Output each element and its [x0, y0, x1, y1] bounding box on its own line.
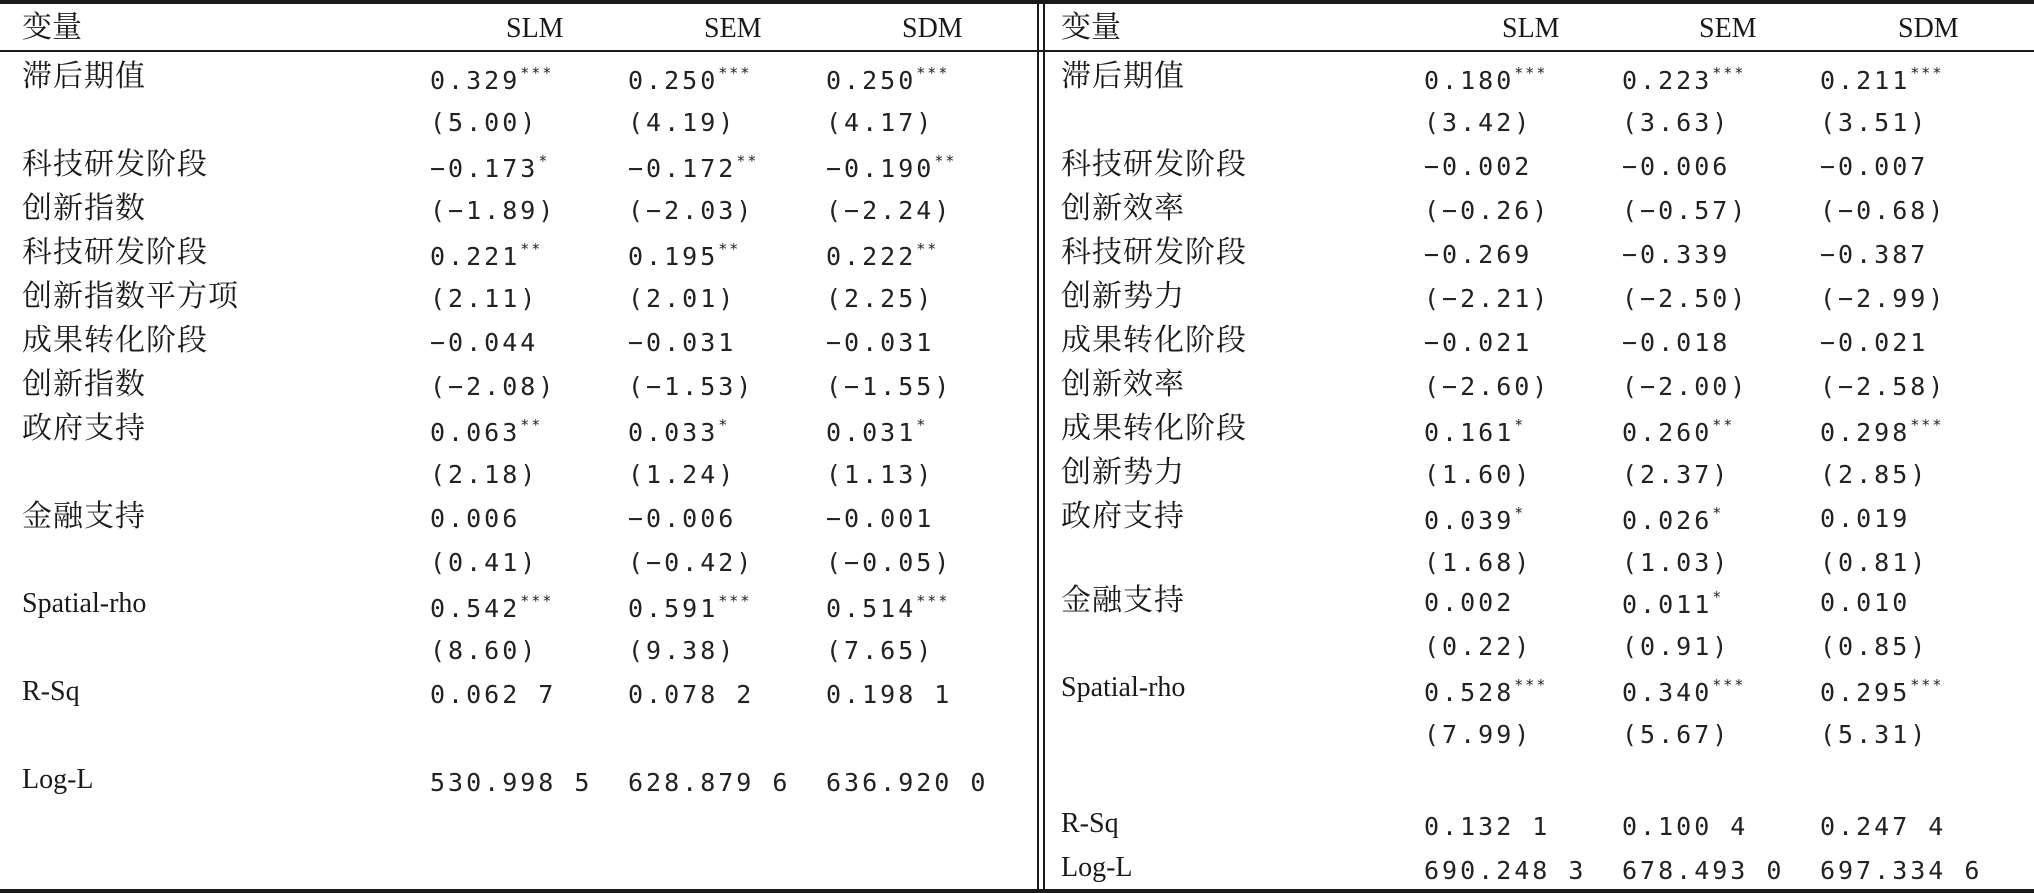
coefficient-value: −0.018 [1622, 328, 1731, 357]
value-cell [1424, 110, 1532, 135]
value-cell [826, 462, 934, 487]
value-cell [1820, 154, 1928, 179]
coefficient-value: 0.161 [1424, 418, 1515, 447]
value-cell [628, 418, 729, 445]
coefficient-value: (−2.00) [1622, 372, 1749, 401]
value-cell [1622, 330, 1730, 355]
value-cell [1820, 858, 1982, 883]
coefficient-value: (1.60) [1424, 460, 1533, 489]
value-cell [430, 110, 538, 135]
coefficient-value: 678.493 0 [1622, 856, 1785, 885]
value-cell [1424, 330, 1532, 355]
coefficient-value: 530.998 5 [430, 768, 593, 797]
coefficient-value: 0.132 1 [1424, 812, 1551, 841]
row-label: Log-L [22, 764, 94, 795]
row-label: 金融支持 [1061, 583, 1185, 618]
coefficient-value: 636.920 0 [826, 768, 989, 797]
value-cell [628, 198, 754, 223]
significance-stars: ** [934, 152, 957, 170]
value-cell [1622, 286, 1748, 311]
coefficient-value: (0.81) [1820, 548, 1929, 577]
row-label: 创新效率 [1061, 367, 1185, 402]
value-cell [826, 198, 952, 223]
value-cell [1820, 418, 1943, 445]
value-cell [826, 110, 934, 135]
value-cell [430, 242, 542, 269]
value-cell [430, 506, 520, 531]
row-label: 创新势力 [1061, 279, 1185, 314]
value-cell [1424, 286, 1550, 311]
value-cell [628, 286, 736, 311]
coefficient-value: 0.542 [430, 594, 521, 623]
value-cell [1622, 198, 1748, 223]
coefficient-value: (3.63) [1622, 108, 1731, 137]
row-label: 创新效率 [1061, 191, 1185, 226]
value-cell [1424, 634, 1532, 659]
significance-stars: ** [916, 240, 939, 258]
value-cell [430, 198, 556, 223]
header-slm: SLM [506, 13, 564, 44]
value-cell [826, 506, 934, 531]
row-label: 政府支持 [1061, 499, 1185, 534]
coefficient-value: (3.51) [1820, 108, 1929, 137]
value-cell [430, 66, 553, 93]
header-sem: SEM [1699, 13, 1757, 44]
coefficient-value: −0.269 [1424, 240, 1533, 269]
coefficient-value: (−2.58) [1820, 372, 1947, 401]
coefficient-value: 0.019 [1820, 504, 1911, 533]
coefficient-value: −0.387 [1820, 240, 1929, 269]
coefficient-value: 0.006 [430, 504, 521, 533]
significance-stars: *** [916, 64, 950, 82]
row-label: Log-L [1061, 852, 1133, 883]
significance-stars: * [916, 416, 928, 434]
row-label: 科技研发阶段 [1061, 147, 1247, 182]
coefficient-value: (−2.24) [826, 196, 953, 225]
value-cell [1622, 814, 1748, 839]
coefficient-value: (2.18) [430, 460, 539, 489]
row-label: 科技研发阶段 [22, 147, 208, 182]
significance-stars: *** [1910, 676, 1944, 694]
coefficient-value: 0.295 [1820, 678, 1911, 707]
value-cell [430, 286, 538, 311]
coefficient-value: (0.85) [1820, 632, 1929, 661]
coefficient-value: (−2.60) [1424, 372, 1551, 401]
value-cell [628, 374, 754, 399]
value-cell [1820, 374, 1946, 399]
value-cell [826, 286, 934, 311]
divider-rule-left [1037, 4, 1039, 889]
value-cell [1424, 506, 1525, 533]
value-cell [826, 374, 952, 399]
coefficient-value: 0.198 1 [826, 680, 953, 709]
value-cell [1820, 330, 1928, 355]
value-cell [628, 550, 754, 575]
header-slm: SLM [1502, 13, 1560, 44]
coefficient-value: −0.172 [628, 154, 737, 183]
significance-stars: *** [718, 64, 752, 82]
coefficient-value: −0.021 [1820, 328, 1929, 357]
value-cell [1424, 462, 1532, 487]
value-cell [1622, 154, 1730, 179]
value-cell [430, 638, 538, 663]
value-cell [1820, 286, 1946, 311]
coefficient-value: (2.85) [1820, 460, 1929, 489]
coefficient-value: (2.37) [1622, 460, 1731, 489]
header-sdm: SDM [1898, 13, 1959, 44]
coefficient-value: (5.00) [430, 108, 539, 137]
coefficient-value: (4.19) [628, 108, 737, 137]
coefficient-value: (−1.53) [628, 372, 755, 401]
coefficient-value: 0.247 4 [1820, 812, 1947, 841]
coefficient-value: (3.42) [1424, 108, 1533, 137]
coefficient-value: (−2.21) [1424, 284, 1551, 313]
significance-stars: ** [736, 152, 759, 170]
coefficient-value: (7.99) [1424, 720, 1533, 749]
coefficient-value: 0.260 [1622, 418, 1713, 447]
coefficient-value: −0.031 [628, 328, 737, 357]
coefficient-value: −0.190 [826, 154, 935, 183]
value-cell [1820, 506, 1910, 531]
coefficient-value: (9.38) [628, 636, 737, 665]
value-cell [1424, 418, 1525, 445]
coefficient-value: (−2.03) [628, 196, 755, 225]
value-cell [1820, 678, 1943, 705]
coefficient-value: 628.879 6 [628, 768, 791, 797]
header-sem: SEM [704, 13, 762, 44]
coefficient-value: (8.60) [430, 636, 539, 665]
coefficient-value: 0.221 [430, 242, 521, 271]
coefficient-value: 0.528 [1424, 678, 1515, 707]
significance-stars: *** [1910, 416, 1944, 434]
header-sdm: SDM [902, 13, 963, 44]
coefficient-value: 690.248 3 [1424, 856, 1587, 885]
value-cell [1424, 242, 1532, 267]
coefficient-value: −0.002 [1424, 152, 1533, 181]
significance-stars: * [1712, 588, 1724, 606]
value-cell [1622, 66, 1745, 93]
coefficient-value: 0.591 [628, 594, 719, 623]
significance-stars: * [538, 152, 550, 170]
coefficient-value: −0.001 [826, 504, 935, 533]
row-label: Spatial-rho [22, 588, 147, 619]
value-cell [1424, 154, 1532, 179]
value-cell [826, 418, 927, 445]
coefficient-value: (−1.89) [430, 196, 557, 225]
row-label: 创新指数 [22, 367, 146, 402]
significance-stars: *** [520, 592, 554, 610]
significance-stars: ** [718, 240, 741, 258]
coefficient-value: 0.010 [1820, 588, 1911, 617]
coefficient-value: (5.31) [1820, 720, 1929, 749]
coefficient-value: (1.13) [826, 460, 935, 489]
coefficient-value: 697.334 6 [1820, 856, 1983, 885]
value-cell [430, 418, 542, 445]
right-panel [1045, 4, 2034, 889]
significance-stars: ** [520, 416, 543, 434]
value-cell [628, 682, 754, 707]
significance-stars: *** [520, 64, 554, 82]
coefficient-value: −0.021 [1424, 328, 1533, 357]
left-panel [0, 4, 1037, 889]
coefficient-value: 0.002 [1424, 588, 1515, 617]
coefficient-value: 0.195 [628, 242, 719, 271]
value-cell [628, 462, 736, 487]
value-cell [430, 550, 538, 575]
coefficient-value: 0.250 [826, 66, 917, 95]
value-cell [628, 638, 736, 663]
significance-stars: * [718, 416, 730, 434]
coefficient-value: (−2.50) [1622, 284, 1749, 313]
coefficient-value: (−2.99) [1820, 284, 1947, 313]
value-cell [430, 770, 592, 795]
coefficient-value: 0.223 [1622, 66, 1713, 95]
value-cell [1622, 550, 1730, 575]
significance-stars: * [1712, 504, 1724, 522]
row-label: 成果转化阶段 [1061, 323, 1247, 358]
value-cell [1622, 722, 1730, 747]
coefficient-value: 0.100 4 [1622, 812, 1749, 841]
value-cell [1424, 590, 1514, 615]
significance-stars: *** [718, 592, 752, 610]
value-cell [1622, 506, 1723, 533]
coefficient-value: (4.17) [826, 108, 935, 137]
value-cell [1820, 550, 1928, 575]
coefficient-value: (0.41) [430, 548, 539, 577]
coefficient-value: 0.078 2 [628, 680, 755, 709]
row-label: 创新指数 [22, 191, 146, 226]
coefficient-value: 0.180 [1424, 66, 1515, 95]
significance-stars: ** [520, 240, 543, 258]
value-cell [1820, 462, 1928, 487]
row-label: 政府支持 [22, 411, 146, 446]
row-label: 成果转化阶段 [22, 323, 208, 358]
significance-stars: *** [916, 592, 950, 610]
coefficient-value: (1.03) [1622, 548, 1731, 577]
row-label: 创新势力 [1061, 455, 1185, 490]
coefficient-value: (0.22) [1424, 632, 1533, 661]
coefficient-value: −0.173 [430, 154, 539, 183]
value-cell [826, 242, 938, 269]
significance-stars: *** [1712, 676, 1746, 694]
row-label: Spatial-rho [1061, 672, 1186, 703]
value-cell [1820, 814, 1946, 839]
value-cell [1424, 722, 1532, 747]
value-cell [1622, 374, 1748, 399]
value-cell [1622, 858, 1784, 883]
coefficient-value: 0.298 [1820, 418, 1911, 447]
value-cell [1622, 590, 1723, 617]
value-cell [628, 242, 740, 269]
coefficient-value: 0.514 [826, 594, 917, 623]
coefficient-value: 0.329 [430, 66, 521, 95]
value-cell [1622, 242, 1730, 267]
coefficient-value: (−0.68) [1820, 196, 1947, 225]
significance-stars: *** [1910, 64, 1944, 82]
value-cell [826, 66, 949, 93]
coefficient-value: 0.062 7 [430, 680, 557, 709]
value-cell [1820, 110, 1928, 135]
value-cell [1622, 110, 1730, 135]
value-cell [628, 770, 790, 795]
row-label: 科技研发阶段 [22, 235, 208, 270]
row-label: R-Sq [1061, 808, 1119, 839]
header-variable: 变量 [1061, 10, 1121, 45]
coefficient-value: (−0.26) [1424, 196, 1551, 225]
value-cell [430, 594, 553, 621]
coefficient-value: 0.222 [826, 242, 917, 271]
coefficient-value: (−1.55) [826, 372, 953, 401]
value-cell [628, 594, 751, 621]
coefficient-value: −0.006 [628, 504, 737, 533]
value-cell [1424, 814, 1550, 839]
coefficient-value: 0.026 [1622, 506, 1713, 535]
coefficient-value: 0.211 [1820, 66, 1911, 95]
value-cell [1622, 634, 1730, 659]
value-cell [1820, 198, 1946, 223]
significance-stars: *** [1712, 64, 1746, 82]
significance-stars: ** [1712, 416, 1735, 434]
row-label: R-Sq [22, 676, 80, 707]
coefficient-value: 0.033 [628, 418, 719, 447]
row-label: 滞后期值 [22, 59, 146, 94]
value-cell [430, 462, 538, 487]
value-cell [628, 154, 758, 181]
value-cell [826, 550, 952, 575]
value-cell [430, 330, 538, 355]
value-cell [1622, 678, 1745, 705]
value-cell [826, 154, 956, 181]
coefficient-value: (7.65) [826, 636, 935, 665]
value-cell [826, 682, 952, 707]
coefficient-value: (1.24) [628, 460, 737, 489]
value-cell [1424, 550, 1532, 575]
significance-stars: *** [1514, 676, 1548, 694]
coefficient-value: 0.250 [628, 66, 719, 95]
bottom-rule [0, 889, 2034, 893]
value-cell [628, 66, 751, 93]
coefficient-value: 0.340 [1622, 678, 1713, 707]
value-cell [1424, 66, 1547, 93]
value-cell [1820, 634, 1928, 659]
row-label: 滞后期值 [1061, 59, 1185, 94]
value-cell [1820, 590, 1910, 615]
coefficient-value: −0.006 [1622, 152, 1731, 181]
value-cell [628, 110, 736, 135]
coefficient-value: (1.68) [1424, 548, 1533, 577]
coefficient-value: (2.11) [430, 284, 539, 313]
value-cell [1820, 66, 1943, 93]
coefficient-value: (−0.05) [826, 548, 953, 577]
coefficient-value: (2.01) [628, 284, 737, 313]
value-cell [1820, 242, 1928, 267]
value-cell [826, 594, 949, 621]
coefficient-value: 0.039 [1424, 506, 1515, 535]
coefficient-value: (−2.08) [430, 372, 557, 401]
value-cell [1622, 462, 1730, 487]
row-label: 创新指数平方项 [22, 279, 239, 314]
coefficient-value: (5.67) [1622, 720, 1731, 749]
value-cell [1424, 374, 1550, 399]
coefficient-value: 0.011 [1622, 590, 1713, 619]
value-cell [826, 770, 988, 795]
coefficient-value: (−0.42) [628, 548, 755, 577]
significance-stars: * [1514, 504, 1526, 522]
value-cell [1424, 858, 1586, 883]
value-cell [826, 330, 934, 355]
value-cell [1424, 198, 1550, 223]
coefficient-value: −0.007 [1820, 152, 1929, 181]
significance-stars: * [1514, 416, 1526, 434]
value-cell [430, 154, 549, 181]
value-cell [1424, 678, 1547, 705]
coefficient-value: 0.063 [430, 418, 521, 447]
row-label: 科技研发阶段 [1061, 235, 1247, 270]
coefficient-value: −0.339 [1622, 240, 1731, 269]
coefficient-value: 0.031 [826, 418, 917, 447]
coefficient-value: (0.91) [1622, 632, 1731, 661]
significance-stars: *** [1514, 64, 1548, 82]
coefficient-value: (2.25) [826, 284, 935, 313]
coefficient-value: (−0.57) [1622, 196, 1749, 225]
coefficient-value: −0.031 [826, 328, 935, 357]
header-variable: 变量 [22, 10, 82, 45]
row-label: 成果转化阶段 [1061, 411, 1247, 446]
value-cell [430, 682, 556, 707]
coefficient-value: −0.044 [430, 328, 539, 357]
value-cell [1622, 418, 1734, 445]
value-cell [628, 506, 736, 531]
value-cell [430, 374, 556, 399]
value-cell [628, 330, 736, 355]
row-label: 金融支持 [22, 499, 146, 534]
value-cell [826, 638, 934, 663]
value-cell [1820, 722, 1928, 747]
